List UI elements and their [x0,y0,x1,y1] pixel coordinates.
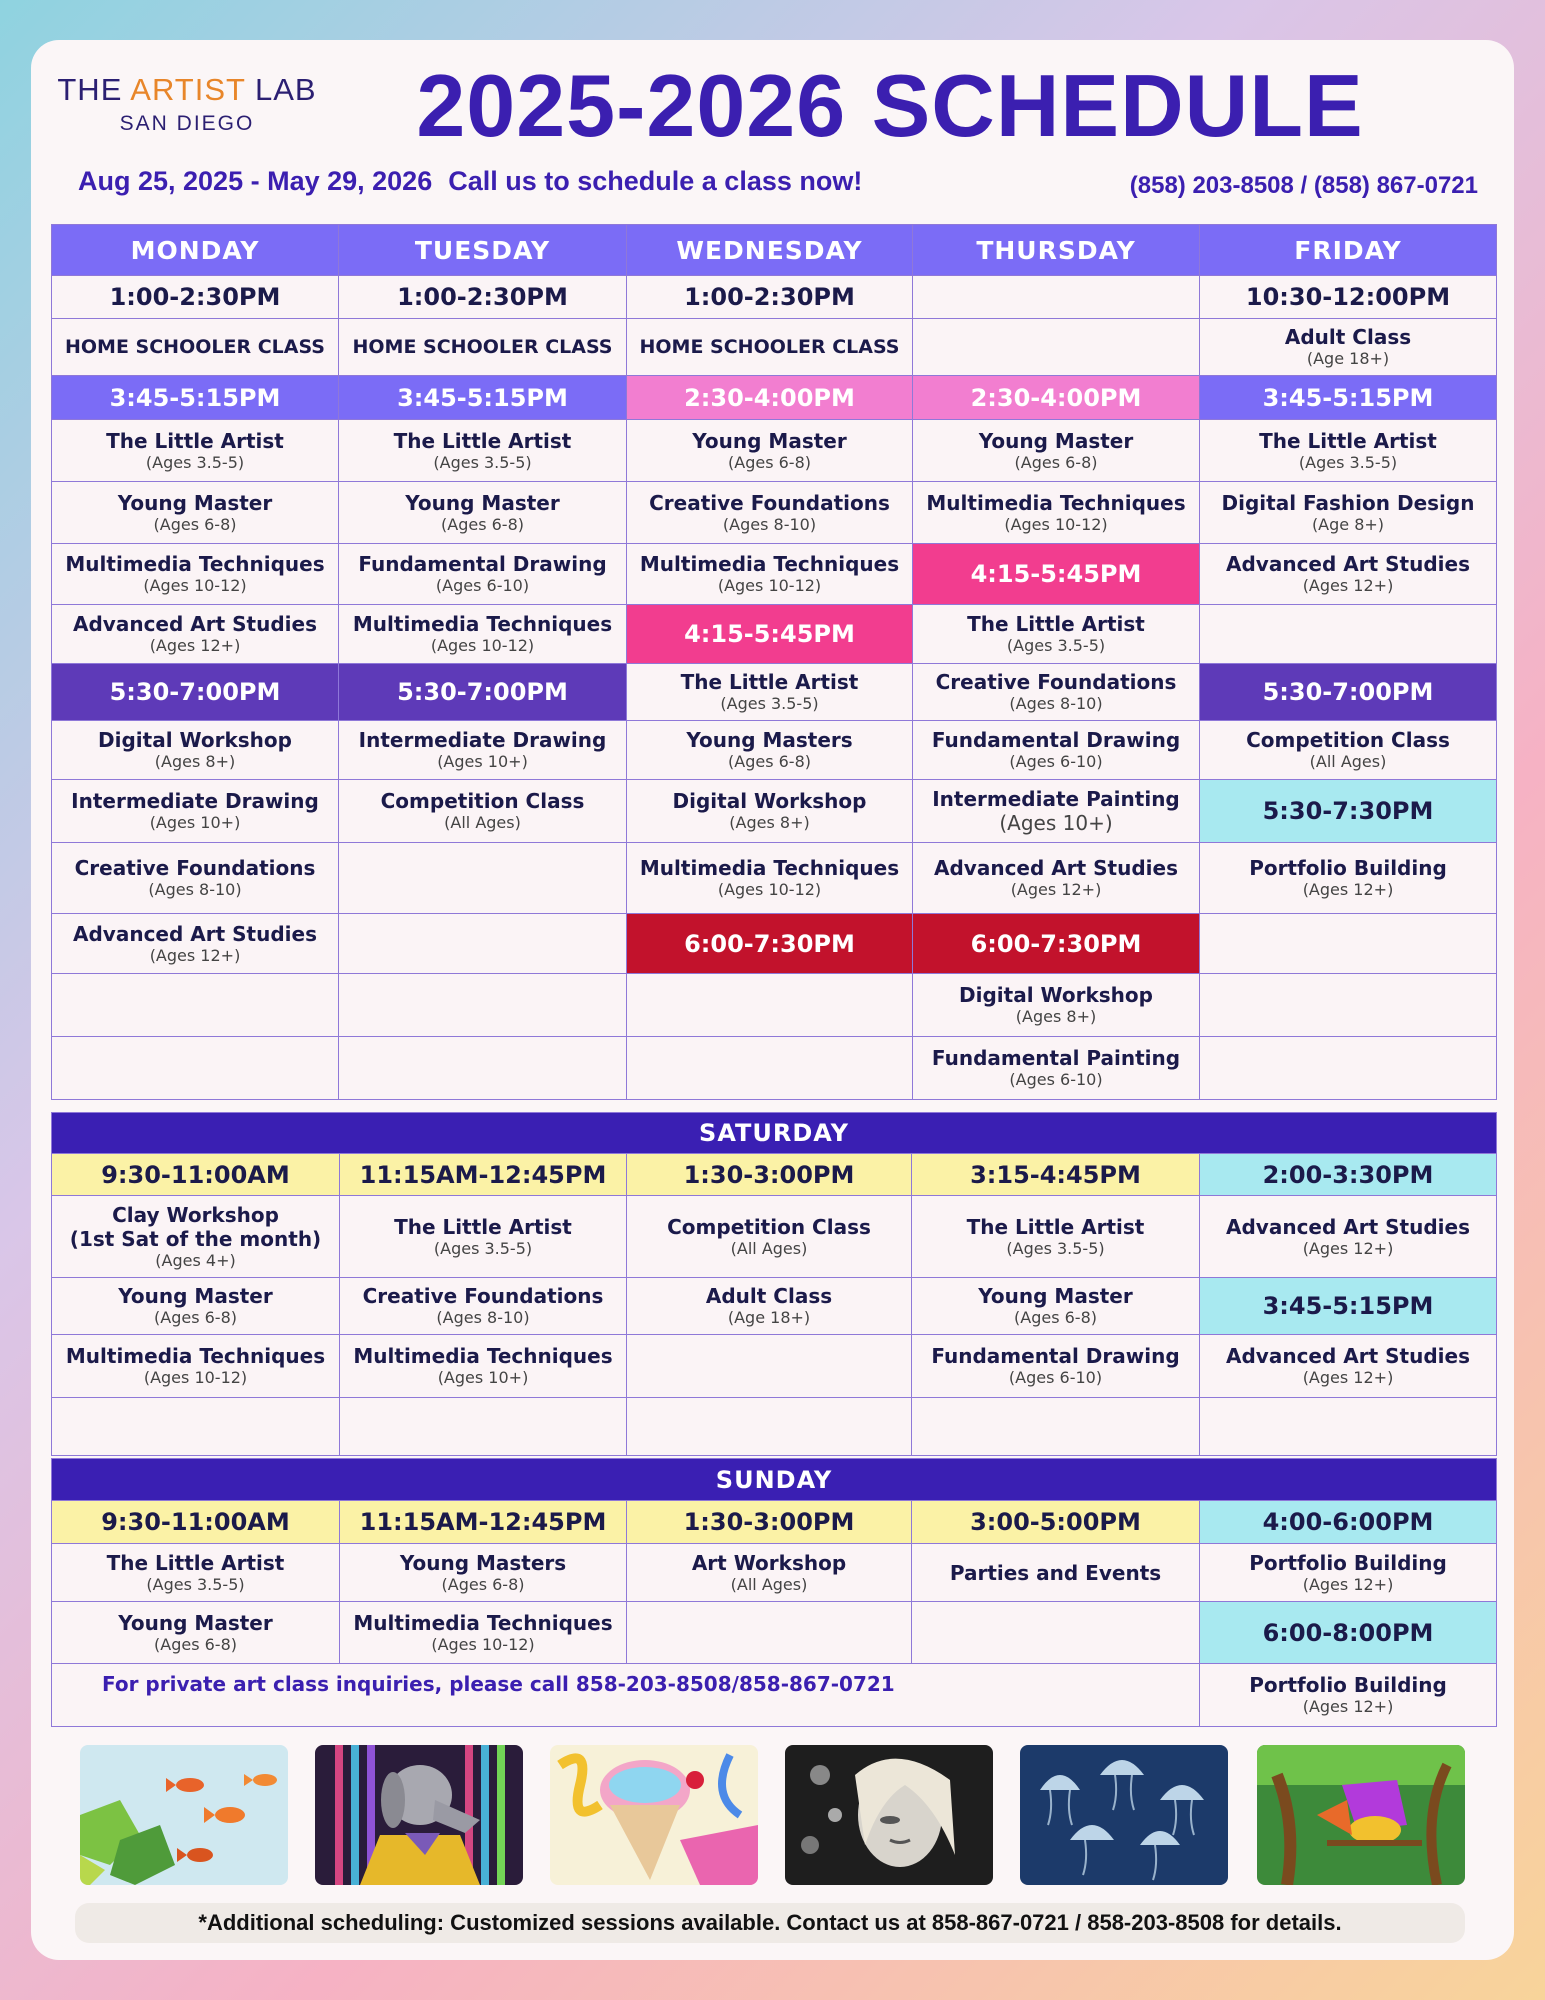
time-slot: 2:00-3:30PM [1200,1154,1497,1196]
day-header-row [52,225,1497,276]
class-cell: Adult Class (Age 18+) [1200,319,1497,376]
class-cell: Intermediate Painting (Ages 10+) [913,780,1200,843]
class-cell: Young Master (Ages 6-8) [913,420,1200,482]
class-cell: Advanced Art Studies (Ages 12+) [52,605,339,664]
time-row [52,1501,1497,1544]
time-slot: 5:30-7:30PM [1200,780,1497,843]
time-slot: 9:30-11:00AM [52,1501,340,1544]
time-slot: 5:30-7:00PM [339,664,627,721]
phone-numbers: (858) 203-8508 / (858) 867-0721 [1129,172,1478,199]
class-row [52,664,1497,721]
empty-cell [627,1037,913,1100]
time-slot: 2:30-4:00PM [913,376,1200,420]
time-slot: 3:00-5:00PM [912,1501,1200,1544]
class-cell: Intermediate Drawing (Ages 10+) [52,780,339,843]
empty-cell [1200,974,1497,1037]
time-slot: 4:15-5:45PM [627,605,913,664]
class-row [52,544,1497,605]
class-cell: The Little Artist (Ages 3.5-5) [913,605,1200,664]
class-cell: Advanced Art Studies (Ages 12+) [1200,1335,1497,1398]
class-cell: Multimedia Techniques (Ages 10-12) [340,1602,627,1664]
class-cell: Competition Class (All Ages) [339,780,627,843]
class-cell: Competition Class (All Ages) [627,1196,912,1278]
empty-cell [627,1398,912,1456]
portrait-drawing-artwork [785,1745,993,1885]
class-row [52,1037,1497,1100]
class-cell: Multimedia Techniques (Ages 10-12) [52,544,339,605]
empty-cell [1200,914,1497,974]
empty-cell [52,1398,340,1456]
class-cell: Multimedia Techniques (Ages 10-12) [339,605,627,664]
class-cell: Multimedia Techniques (Ages 10-12) [52,1335,340,1398]
time-slot: 4:15-5:45PM [913,544,1200,605]
empty-cell [912,1398,1200,1456]
goldfish-artwork [80,1745,288,1885]
class-cell: Creative Foundations (Ages 8-10) [340,1278,627,1335]
class-cell: Fundamental Drawing (Ages 6-10) [912,1335,1200,1398]
class-cell: HOME SCHOOLER CLASS [339,319,627,376]
class-cell: Portfolio Building (Ages 12+) [1200,843,1497,914]
class-cell: Digital Workshop (Ages 8+) [627,780,913,843]
empty-cell [1200,1398,1497,1456]
empty-cell [913,276,1200,319]
class-cell: The Little Artist (Ages 3.5-5) [340,1196,627,1278]
class-row [52,420,1497,482]
class-cell: Young Master (Ages 6-8) [52,1278,340,1335]
class-cell: Adult Class (Age 18+) [627,1278,912,1335]
additional-scheduling-note: *Additional scheduling: Customized sessions available. Contact us at 858-867-0721 / 858-203-8508 for details. [75,1903,1465,1943]
time-slot: 6:00-7:30PM [627,914,913,974]
page-title: 2025-2026 SCHEDULE [416,56,1364,155]
empty-cell [52,1037,339,1100]
time-slot: 1:00-2:30PM [339,276,627,319]
class-cell: Fundamental Drawing (Ages 6-10) [913,721,1200,780]
sunday-header: SUNDAY [52,1459,1497,1501]
class-row [52,1544,1497,1602]
class-cell: Young Masters (Ages 6-8) [627,721,913,780]
empty-cell [340,1398,627,1456]
time-slot: 6:00-8:00PM [1200,1602,1497,1664]
time-slot: 5:30-7:00PM [1200,664,1497,721]
private-inquiry-note: For private art class inquiries, please call 858-203-8508/858-867-0721 [52,1664,1200,1727]
empty-cell [913,319,1200,376]
class-cell: Creative Foundations (Ages 8-10) [913,664,1200,721]
time-row [52,376,1497,420]
class-cell: The Little Artist (Ages 3.5-5) [339,420,627,482]
day-header-thursday: THURSDAY [913,225,1200,276]
time-slot: 9:30-11:00AM [52,1154,340,1196]
class-cell: The Little Artist (Ages 3.5-5) [52,420,339,482]
empty-cell [339,843,627,914]
class-row [52,914,1497,974]
class-row [52,721,1497,780]
class-row [52,780,1497,843]
class-cell: Intermediate Drawing (Ages 10+) [339,721,627,780]
class-cell: Young Master (Ages 6-8) [627,420,913,482]
time-slot: 11:15AM-12:45PM [340,1154,627,1196]
class-cell: Advanced Art Studies (Ages 12+) [1200,544,1497,605]
class-cell: Digital Fashion Design (Age 8+) [1200,482,1497,544]
date-range: Aug 25, 2025 - May 29, 2026 Call us to schedule a class now! [78,166,863,196]
weekday-schedule-table [51,224,1497,1100]
class-row [52,482,1497,544]
class-cell: Young Master (Ages 6-8) [52,1602,340,1664]
class-cell: Competition Class (All Ages) [1200,721,1497,780]
artist-lab-logo: THE ARTIST LAB SAN DIEGO [57,72,317,135]
class-row [52,1664,1497,1727]
empty-cell [1200,605,1497,664]
time-row [52,1154,1497,1196]
saturday-header: SATURDAY [52,1113,1497,1154]
class-cell: Digital Workshop (Ages 8+) [913,974,1200,1037]
class-cell: HOME SCHOOLER CLASS [52,319,339,376]
class-cell: Advanced Art Studies (Ages 12+) [52,914,339,974]
class-row [52,1278,1497,1335]
empty-cell [339,914,627,974]
empty-cell [52,974,339,1037]
time-slot: 5:30-7:00PM [52,664,339,721]
class-cell: Parties and Events [912,1544,1200,1602]
time-slot: 4:00-6:00PM [1200,1501,1497,1544]
empty-cell [912,1602,1200,1664]
class-cell: Advanced Art Studies (Ages 12+) [1200,1196,1497,1278]
class-cell: Art Workshop (All Ages) [627,1544,912,1602]
class-cell: Multimedia Techniques (Ages 10+) [340,1335,627,1398]
ice-cream-artwork [550,1745,758,1885]
time-slot: 6:00-7:30PM [913,914,1200,974]
class-cell: Creative Foundations (Ages 8-10) [627,482,913,544]
class-cell: Portfolio Building (Ages 12+) [1200,1544,1497,1602]
day-header-friday: FRIDAY [1200,225,1497,276]
class-row [52,605,1497,664]
time-slot: 3:45-5:15PM [1200,376,1497,420]
saturday-header-row [52,1113,1497,1154]
time-row [52,276,1497,319]
class-cell: The Little Artist (Ages 3.5-5) [52,1544,340,1602]
time-slot: 1:00-2:30PM [52,276,339,319]
class-row [52,1398,1497,1456]
class-cell: Young Masters (Ages 6-8) [340,1544,627,1602]
class-cell: Fundamental Painting (Ages 6-10) [913,1037,1200,1100]
jellyfish-artwork [1020,1745,1228,1885]
day-header-tuesday: TUESDAY [339,225,627,276]
saturday-schedule-table [51,1112,1497,1456]
class-cell: Young Master (Ages 6-8) [52,482,339,544]
time-slot: 2:30-4:00PM [627,376,913,420]
class-cell: Multimedia Techniques (Ages 10-12) [913,482,1200,544]
class-cell: The Little Artist (Ages 3.5-5) [1200,420,1497,482]
sunday-schedule-table [51,1458,1497,1727]
time-slot: 11:15AM-12:45PM [340,1501,627,1544]
time-slot: 3:45-5:15PM [339,376,627,420]
class-cell: Digital Workshop (Ages 8+) [52,721,339,780]
class-cell: Young Master (Ages 6-8) [339,482,627,544]
class-row [52,974,1497,1037]
time-slot: 3:45-5:15PM [52,376,339,420]
class-cell: Clay Workshop (1st Sat of the month) (Ages 4+) [52,1196,340,1278]
class-row [52,1196,1497,1278]
time-slot: 3:45-5:15PM [1200,1278,1497,1335]
time-slot: 1:00-2:30PM [627,276,913,319]
class-cell: Fundamental Drawing (Ages 6-10) [339,544,627,605]
time-slot: 1:30-3:00PM [627,1501,912,1544]
empty-cell [339,1037,627,1100]
class-row [52,843,1497,914]
class-row [52,1335,1497,1398]
dragon-artwork [1257,1745,1465,1885]
time-slot: 10:30-12:00PM [1200,276,1497,319]
time-slot: 1:30-3:00PM [627,1154,912,1196]
class-cell: Advanced Art Studies (Ages 12+) [913,843,1200,914]
class-cell: Multimedia Techniques (Ages 10-12) [627,544,913,605]
day-header-wednesday: WEDNESDAY [627,225,913,276]
sunday-header-row [52,1459,1497,1501]
class-cell: The Little Artist (Ages 3.5-5) [627,664,913,721]
time-slot: 3:15-4:45PM [912,1154,1200,1196]
class-cell: Portfolio Building (Ages 12+) [1200,1664,1497,1727]
class-cell: The Little Artist (Ages 3.5-5) [912,1196,1200,1278]
empty-cell [627,1335,912,1398]
empty-cell [339,974,627,1037]
empty-cell [1200,1037,1497,1100]
class-cell: Multimedia Techniques (Ages 10-12) [627,843,913,914]
dog-portrait-artwork [315,1745,523,1885]
class-cell: Young Master (Ages 6-8) [912,1278,1200,1335]
empty-cell [627,1602,912,1664]
class-cell: Creative Foundations (Ages 8-10) [52,843,339,914]
class-row [52,319,1497,376]
class-row [52,1602,1497,1664]
class-cell: HOME SCHOOLER CLASS [627,319,913,376]
day-header-monday: MONDAY [52,225,339,276]
empty-cell [627,974,913,1037]
